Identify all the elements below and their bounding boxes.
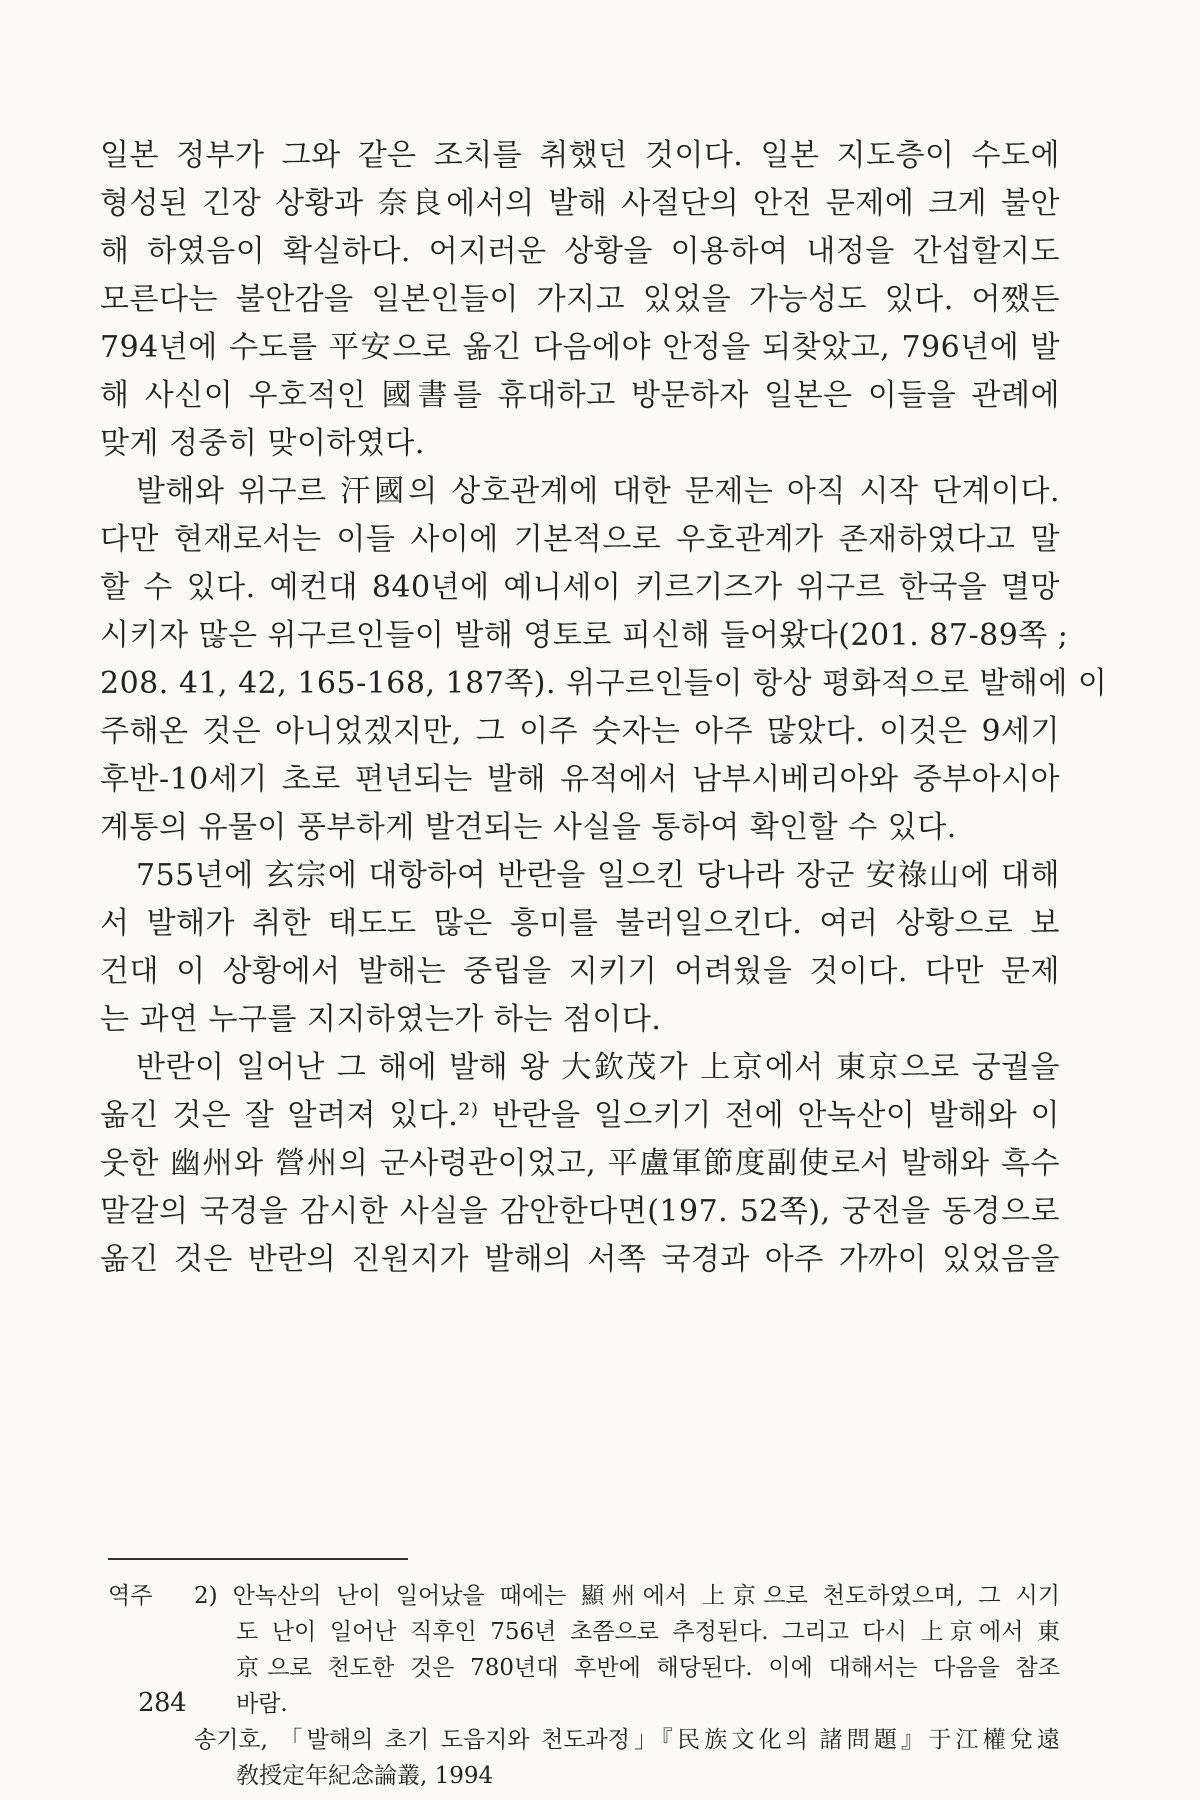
paragraph-3 (100, 852, 1060, 1044)
text-line: 말갈의 국경을 감시한 사실을 감안한다면(197. 52쪽), 궁전을 동경으로 (100, 1194, 1060, 1229)
footnote-line: 2) 안녹산의 난이 일어났을 때에는 顯州에서 上京으로 천도하였으며, 그 시기 (194, 1583, 1060, 1609)
body-text (100, 132, 1108, 1284)
text-line: 는 과연 누구를 지지하였는가 하는 점이다. (100, 1002, 662, 1037)
text-line: 발해와 위구르 汗國의 상호관계에 대한 문제는 아직 시작 단계이다. (136, 474, 1060, 509)
footnote-line: 바람. (236, 1691, 288, 1717)
text-line: 서 발해가 취한 태도도 많은 흥미를 불러일으킨다. 여러 상황으로 보 (100, 906, 1060, 941)
text-line: 해 사신이 우호적인 國書를 휴대하고 방문하자 일본은 이들을 관례에 (100, 378, 1060, 413)
text-line: 755년에 玄宗에 대항하여 반란을 일으킨 당나라 장군 安祿山에 대해 (136, 858, 1060, 893)
paragraph-4 (100, 1044, 1060, 1284)
footnote-line: 京으로 천도한 것은 780년대 후반에 해당된다. 이에 대해서는 다음을 참조 (236, 1655, 1060, 1681)
text-line: 계통의 유물이 풍부하게 발견되는 사실을 통하여 확인할 수 있다. (100, 810, 957, 845)
text-line: 해 하였음이 확실하다. 어지러운 상황을 이용하여 내정을 간섭할지도 (100, 234, 1060, 269)
text-line: 주해온 것은 아니었겠지만, 그 이주 숫자는 아주 많았다. 이것은 9세기 (100, 714, 1060, 749)
text-line: 할 수 있다. 예컨대 840년에 예니세이 키르기즈가 위구르 한국을 멸망 (100, 570, 1060, 605)
paragraph-1 (100, 132, 1060, 468)
paragraph-2 (100, 468, 1108, 852)
text-line: 794년에 수도를 平安으로 옮긴 다음에야 안정을 되찾았고, 796년에 발 (100, 330, 1060, 365)
footnote-reference-line: 송기호, 「발해의 초기 도읍지와 천도과정」『民族文化의 諸問題』于江權兌遠 (194, 1727, 1060, 1753)
footnote-reference-line: 敎授定年紀念論叢, 1994 (236, 1763, 494, 1789)
text-line: 다만 현재로서는 이들 사이에 기본적으로 우호관계가 존재하였다고 말 (100, 522, 1060, 557)
footnote-line: 도 난이 일어난 직후인 756년 초쯤으로 추정된다. 그리고 다시 上京에서 東 (236, 1619, 1060, 1645)
text-line: 형성된 긴장 상황과 奈良에서의 발해 사절단의 안전 문제에 크게 불안 (100, 186, 1060, 221)
text-line: 건대 이 상황에서 발해는 중립을 지키기 어려웠을 것이다. 다만 문제 (100, 954, 1060, 989)
text-line: 모른다는 불안감을 일본인들이 가지고 있었을 가능성도 있다. 어쨌든 (100, 282, 1060, 317)
text-line: 후반-10세기 초로 편년되는 발해 유적에서 남부시베리아와 중부아시아 (100, 762, 1060, 797)
text-line: 웃한 幽州와 營州의 군사령관이었고, 平盧軍節度副使로서 발해와 흑수 (100, 1146, 1060, 1181)
footnote (108, 1578, 1060, 1794)
text-line: 옮긴 것은 잘 알려져 있다.²⁾ 반란을 일으키기 전에 안녹산이 발해와 이 (100, 1098, 1060, 1133)
page-number: 284 (138, 1688, 187, 1718)
text-line: 208. 41, 42, 165-168, 187쪽). 위구르인들이 항상 평화적으로 발해에 이 (100, 666, 1108, 701)
text-line: 반란이 일어난 그 해에 발해 왕 大欽茂가 上京에서 東京으로 궁궐을 (136, 1050, 1060, 1085)
footnote-label: 역주 (108, 1583, 153, 1609)
text-line: 일본 정부가 그와 같은 조치를 취했던 것이다. 일본 지도층이 수도에 (100, 138, 1060, 173)
footnote-divider (108, 1558, 408, 1560)
footnote-entry (108, 1578, 1060, 1794)
text-line: 옮긴 것은 반란의 진원지가 발해의 서쪽 국경과 아주 가까이 있었음을 (100, 1242, 1060, 1277)
text-line: 맞게 정중히 맞이하였다. (100, 426, 425, 461)
text-line: 시키자 많은 위구르인들이 발해 영토로 피신해 들어왔다(201. 87-89쪽 ; (100, 618, 1069, 653)
